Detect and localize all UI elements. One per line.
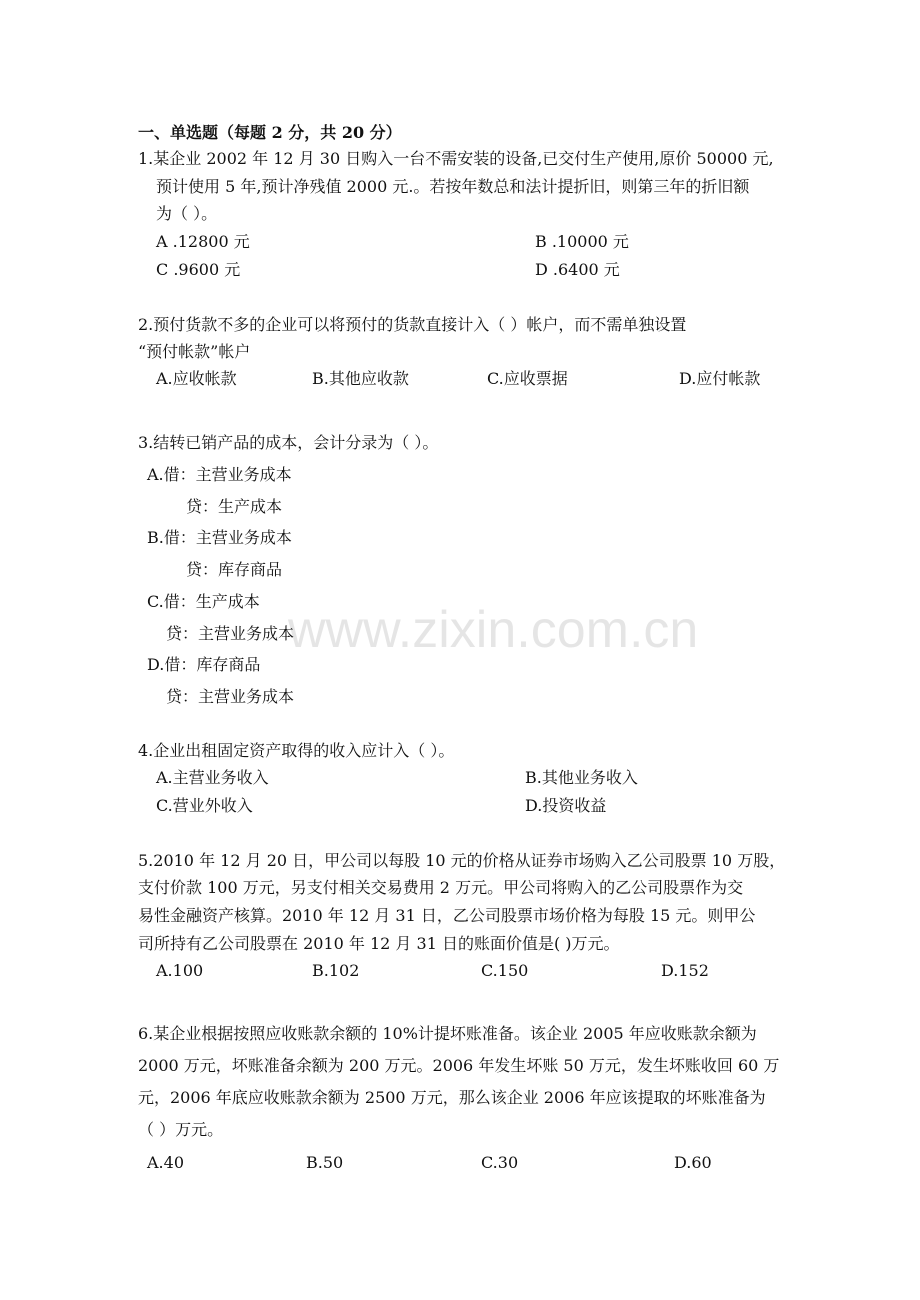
question-4-line-1: 4.企业出租固定资产取得的收入应计入（ ）。 <box>138 741 455 760</box>
question-1-line-3: 为（ ）。 <box>156 204 218 223</box>
option-b-debit: B.借：主营业务成本 <box>147 528 292 547</box>
option-b: B.其他应收款 <box>312 369 409 388</box>
option-a-credit: 贷：生产成本 <box>186 497 283 516</box>
question-1-line-1: 1.某企业 2002 年 12 月 30 日购入一台不需安装的设备,已交付生产使用,原价 50000 元, <box>138 149 774 168</box>
option-c-debit: C.借：生产成本 <box>147 592 260 611</box>
question-5-line-3: 易性金融资产核算。2010 年 12 月 31 日，乙公司股票市场价格为每股 15 元。则甲公 <box>138 906 756 925</box>
question-6-line-2: 2000 万元，坏账准备余额为 200 万元。2006 年发生坏账 50 万元，发生坏账收回 60 万 <box>138 1056 780 1075</box>
option-c: C.营业外收入 <box>156 796 253 815</box>
option-a: A.主营业务收入 <box>156 768 269 787</box>
option-d: D.应付帐款 <box>679 369 761 388</box>
option-c: C.应收票据 <box>487 369 568 388</box>
question-2-line-1: 2.预付货款不多的企业可以将预付的货款直接计入（ ）帐户，而不需单独设置 <box>138 315 687 334</box>
option-c: C .9600 元 <box>156 260 241 279</box>
option-b: B .10000 元 <box>535 232 629 251</box>
section-title: 一、单选题（每题 2 分，共 20 分） <box>138 123 402 142</box>
option-b: B.50 <box>306 1153 344 1172</box>
question-5-line-1: 5.2010 年 12 月 20 日，甲公司以每股 10 元的价格从证券市场购入乙公司股票 10 万股， <box>138 851 786 870</box>
option-c: C.30 <box>481 1153 519 1172</box>
option-b: B.其他业务收入 <box>525 768 638 787</box>
option-d: D.152 <box>661 961 709 980</box>
option-d-credit: 贷：主营业务成本 <box>166 687 295 706</box>
question-5-line-2: 支付价款 100 万元，另支付相关交易费用 2 万元。甲公司将购入的乙公司股票作为交 <box>138 878 744 897</box>
option-c-credit: 贷：主营业务成本 <box>166 624 295 643</box>
option-a: A .12800 元 <box>156 232 250 251</box>
question-6-line-1: 6.某企业根据按照应收账款余额的 10%计提坏账准备。该企业 2005 年应收账款余额为 <box>138 1024 757 1043</box>
option-d: D.投资收益 <box>525 796 607 815</box>
watermark: www.zixin.com.cn <box>288 601 699 659</box>
option-a: A.40 <box>147 1153 184 1172</box>
option-b-credit: 贷：库存商品 <box>186 560 283 579</box>
option-d: D.60 <box>674 1153 712 1172</box>
question-5-line-4: 司所持有乙公司股票在 2010 年 12 月 31 日的账面价值是( )万元。 <box>138 934 620 953</box>
option-a: A.应收帐款 <box>156 369 237 388</box>
option-c: C.150 <box>481 961 529 980</box>
question-6-line-4: （ ）万元。 <box>138 1120 224 1139</box>
question-3-line-1: 3.结转已销产品的成本，会计分录为（ ）。 <box>138 433 439 452</box>
question-6-line-3: 元，2006 年底应收账款余额为 2500 万元，那么该企业 2006 年应该提取的坏账准备为 <box>138 1088 766 1107</box>
option-d: D .6400 元 <box>535 260 620 279</box>
option-a-debit: A.借：主营业务成本 <box>147 465 292 484</box>
option-b: B.102 <box>312 961 360 980</box>
question-2-line-2: “预付帐款”帐户 <box>138 342 251 361</box>
question-1-line-2: 预计使用 5 年,预计净残值 2000 元.。若按年数总和法计提折旧，则第三年的折旧额 <box>156 177 750 196</box>
option-a: A.100 <box>156 961 204 980</box>
option-d-debit: D.借：库存商品 <box>147 655 261 674</box>
